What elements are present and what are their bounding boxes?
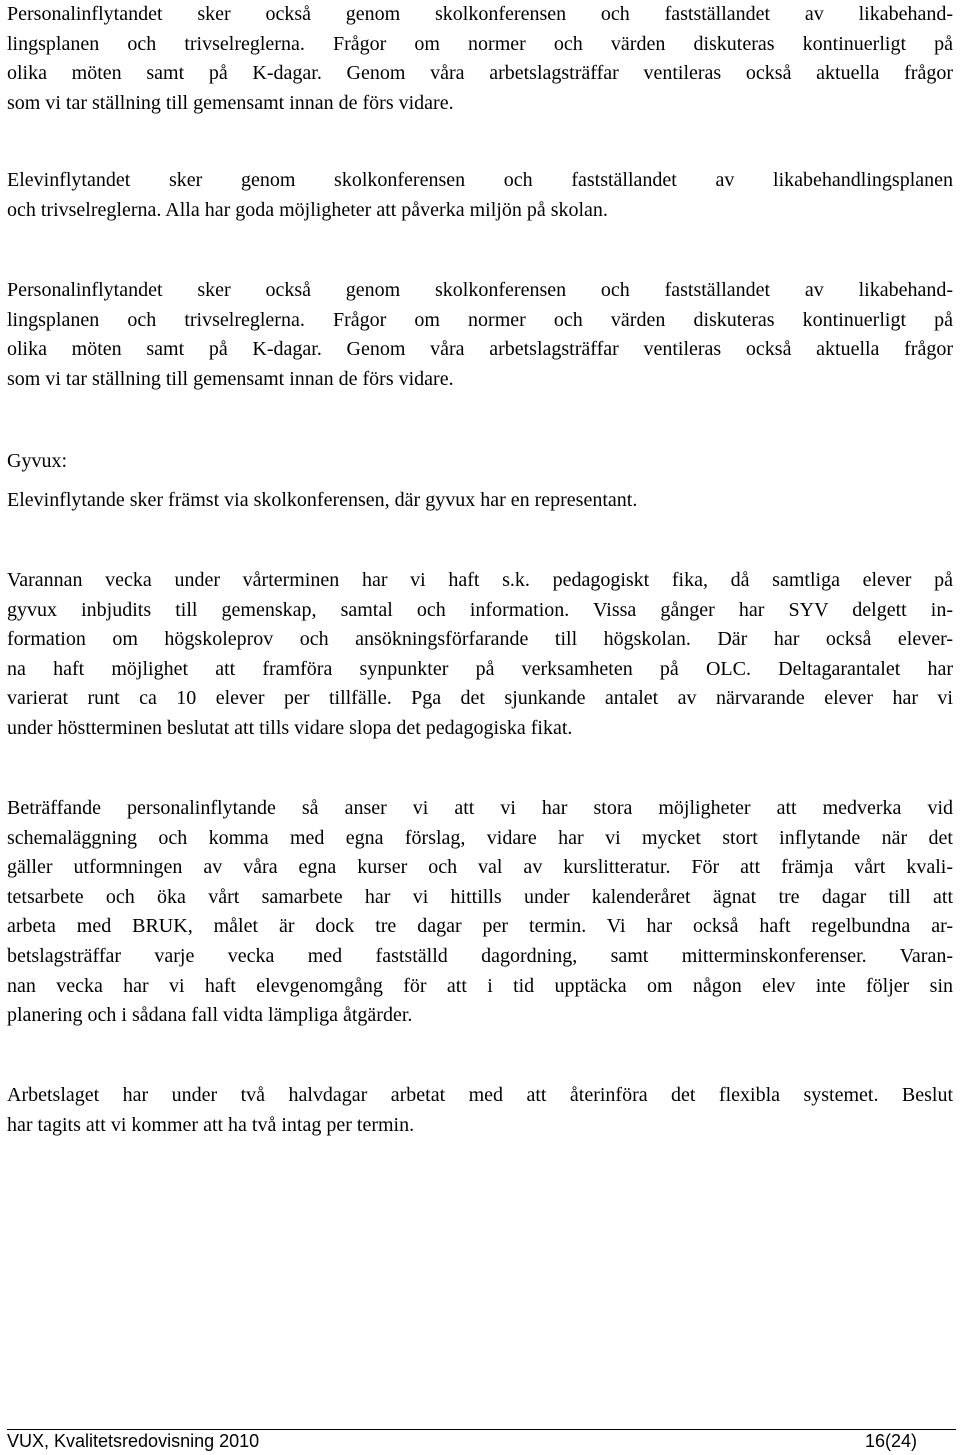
- text-line: lingsplanen och trivselreglerna. Frågor om normer och värden diskuteras kontinuerligt på: [7, 308, 953, 331]
- text-line: Gyvux:: [7, 450, 67, 472]
- text-line: Elevinflytande sker främst via skolkonferensen, där gyvux har en representant.: [7, 489, 638, 511]
- text-line: planering och i sådana fall vidta lämpliga åtgärder.: [7, 1004, 413, 1027]
- text-line: arbeta med BRUK, målet är dock tre dagar per termin. Vi har också haft regelbundna ar-: [7, 915, 953, 938]
- text-line: betslagsträffar varje vecka med fastställd dagordning, samt mitterminskonferenser. Varan-: [7, 944, 953, 967]
- text-line: na haft möjlighet att framföra synpunkter på verksamheten på OLC. Deltagarantalet har: [7, 657, 953, 680]
- text-line: tetsarbete och öka vårt samarbete har vi hittills under kalenderåret ägnat tre dagar till att: [7, 885, 953, 908]
- text-line: gäller utformningen av våra egna kurser och val av kurslitteratur. För att främja vårt kvali-: [7, 856, 953, 879]
- footer-document-title: VUX, Kvalitetsredovisning 2010: [7, 1431, 260, 1451]
- text-line: som vi tar ställning till gemensamt innan de förs vidare.: [7, 367, 454, 390]
- paragraph-personalinflytande-1: [7, 0, 953, 118]
- text-line: under höstterminen beslutat att tills vidare slopa det pedagogiska fikat.: [7, 716, 573, 739]
- text-line: Personalinflytandet sker också genom skolkonferensen och fastställandet av likabehand-: [7, 3, 953, 25]
- text-line: Elevinflytandet sker genom skolkonferensen och fastställandet av likabehandlingsplanen: [7, 169, 953, 191]
- text-line: varierat runt ca 10 elever per tillfälle. Pga det sjunkande antalet av närvarande elever har vi: [7, 687, 953, 710]
- text-line: och trivselreglerna. Alla har goda möjligheter att påverka miljön på skolan.: [7, 198, 608, 221]
- text-line: har tagits att vi kommer att ha två intag per termin.: [7, 1113, 415, 1136]
- text-line: gyvux inbjudits till gemenskap, samtal och information. Vissa gånger har SYV delgett in-: [7, 598, 953, 621]
- paragraph-arbetslaget: [7, 1081, 953, 1140]
- text-line: schemaläggning och komma med egna förslag, vidare har vi mycket stort inflytande när det: [7, 826, 953, 849]
- footer-page-number: 16(24): [864, 1431, 917, 1451]
- paragraph-pedagogiskt-fika: [7, 566, 953, 744]
- paragraph-personalinflytande-3: [7, 794, 953, 1031]
- text-line: Personalinflytandet sker också genom skolkonferensen och fastställandet av likabehand-: [7, 279, 953, 301]
- text-line: Arbetslaget har under två halvdagar arbetat med att återinföra det flexibla systemet. Beslut: [7, 1084, 953, 1106]
- text-line: olika möten samt på K-dagar. Genom våra arbetslagsträffar ventileras också aktuella frågor: [7, 338, 953, 361]
- section-heading-gyvux: [7, 447, 953, 477]
- paragraph-gyvux-elevinflytande: [7, 486, 953, 516]
- text-line: formation om högskoleprov och ansökningsförfarande till högskolan. Där har också elever-: [7, 628, 953, 651]
- text-line: lingsplanen och trivselreglerna. Frågor om normer och värden diskuteras kontinuerligt på: [7, 32, 953, 55]
- text-line: som vi tar ställning till gemensamt innan de förs vidare.: [7, 91, 454, 114]
- text-line: nan vecka har vi haft elevgenomgång för att i tid upptäcka om någon elev inte följer sin: [7, 974, 953, 997]
- text-line: olika möten samt på K-dagar. Genom våra arbetslagsträffar ventileras också aktuella frågor: [7, 62, 953, 85]
- paragraph-personalinflytande-2: [7, 276, 953, 394]
- text-line: Varannan vecka under vårterminen har vi haft s.k. pedagogiskt fika, då samtliga elever på: [7, 569, 953, 591]
- text-line: Beträffande personalinflytande så anser vi att vi har stora möjligheter att medverka vid: [7, 797, 953, 819]
- paragraph-elevinflytande: [7, 166, 953, 225]
